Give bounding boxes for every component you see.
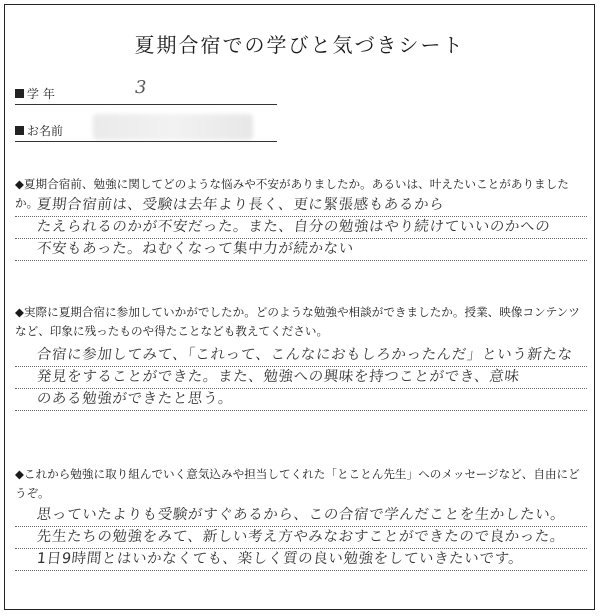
black-square-icon: [15, 89, 24, 98]
name-underline: [15, 141, 277, 142]
answer-text: 思っていたよりも受験がすぐあるから、この合宿で学んだことを生かしたい。: [36, 507, 567, 523]
answer-text: のある勉強ができたと思う。: [36, 391, 234, 407]
answer-line: [15, 367, 587, 389]
answer-text: 合宿に参加してみて、「これって、こんなにおもしろかったんだ」という新たな: [36, 347, 574, 363]
answer-line: [15, 389, 587, 411]
grade-label: 学 年: [27, 87, 55, 101]
question-1: ◆夏期合宿前、勉強に関してどのような悩みや不安がありましたか。あるいは、叶えたいことがありましたか。: [15, 177, 569, 210]
answer-line: [15, 549, 587, 571]
name-field: [15, 120, 277, 142]
answer-text: 夏期合宿前は、受験は去年より長く、更に緊張感もあるから: [36, 197, 446, 213]
answer-text: たえられるのかが不安だった。また、自分の勉強はやり続けていいのかへの: [36, 219, 552, 235]
black-square-icon: [15, 126, 24, 135]
answer-2: [15, 345, 587, 411]
sheet-title: 夏期合宿での学びと気づきシート: [134, 33, 465, 57]
redacted-name: [93, 114, 253, 140]
answer-3: [15, 505, 587, 571]
answer-1: [15, 195, 587, 261]
answer-text: 発見をすることができた。また、勉強への興味を持つことができ、意味: [36, 369, 521, 385]
grade-underline: [15, 104, 277, 105]
answer-line: [15, 239, 587, 261]
answer-line: [15, 345, 587, 367]
answer-line: [15, 527, 587, 549]
question-2: ◆実際に夏期合宿に参加していかがでしたか。どのような勉強や相談ができましたか。授業、映像コンテンツなど、印象に残ったものや得たことなども教えてください。: [15, 305, 580, 338]
answer-line: [15, 217, 587, 239]
question-3: ◆これから勉強に取り組んでいく意気込みや担当してくれた「とことん先生」へのメッセージなど、自由にどうぞ。: [15, 467, 580, 500]
answer-text: 不安もあった。ねむくなって集中力が続かない: [36, 241, 355, 257]
grade-value: 3: [135, 77, 147, 98]
worksheet: [4, 4, 595, 610]
answer-line: [15, 195, 587, 217]
grade-field: [15, 77, 277, 105]
answer-text: 先生たちの勉強をみて、新しい考え方やみなおすことができたので良かった。: [36, 529, 566, 545]
name-label: お名前: [27, 124, 64, 138]
answer-text: 1日9時間とはいかなくても、楽しく質の良い勉強をしていきたいです。: [36, 551, 525, 567]
answer-line: [15, 505, 587, 527]
